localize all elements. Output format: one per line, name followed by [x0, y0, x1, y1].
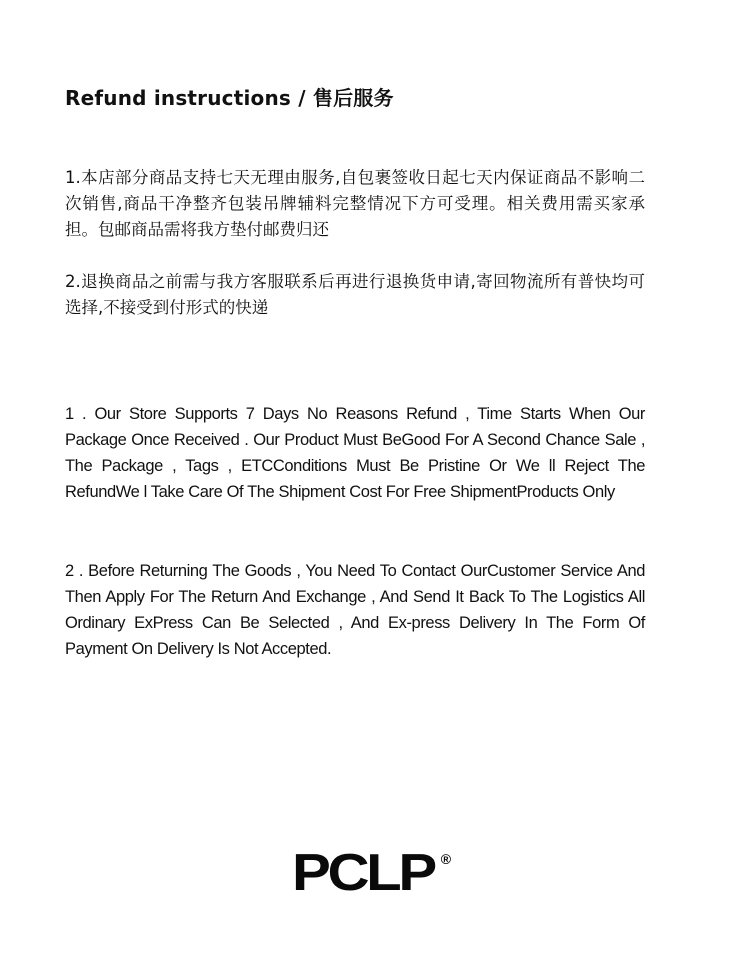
brand-logo-text: PCLP	[292, 844, 434, 902]
chinese-paragraph-1: 1.本店部分商品支持七天无理由服务,自包裹签收日起七天内保证商品不影响二次销售,商品干净整齐包装吊牌辅料完整情况下方可受理。相关费用需买家承担。包邮商品需将我方垫付邮费归还	[65, 168, 645, 239]
page-title: Refund instructions / 售后服务	[65, 86, 394, 110]
registered-mark: ®	[440, 851, 452, 867]
english-paragraph-2: 2 . Before Returning The Goods , You Need To Contact OurCustomer Service And Then Apply For The Return And Exchange , And Send It Back To The Logistics All Ordinary ExPress Can Be Selected , And Ex-press Delivery In The Form Of Payment On Delivery Is Not Accepted.	[65, 562, 645, 658]
brand-logo	[292, 844, 452, 902]
english-paragraph-1: 1 . Our Store Supports 7 Days No Reasons Refund , Time Starts When Our Package Once Received . Our Product Must BeGood For A Second Chance Sale , The Package , Tags , ETCConditions Must Be Pristine Or We ll Reject The RefundWe l Take Care Of The Shipment Cost For Free ShipmentProducts Only	[65, 405, 645, 501]
chinese-paragraph-2: 2.退换商品之前需与我方客服联系后再进行退换货申请,寄回物流所有普快均可选择,不接受到付形式的快递	[65, 272, 645, 317]
